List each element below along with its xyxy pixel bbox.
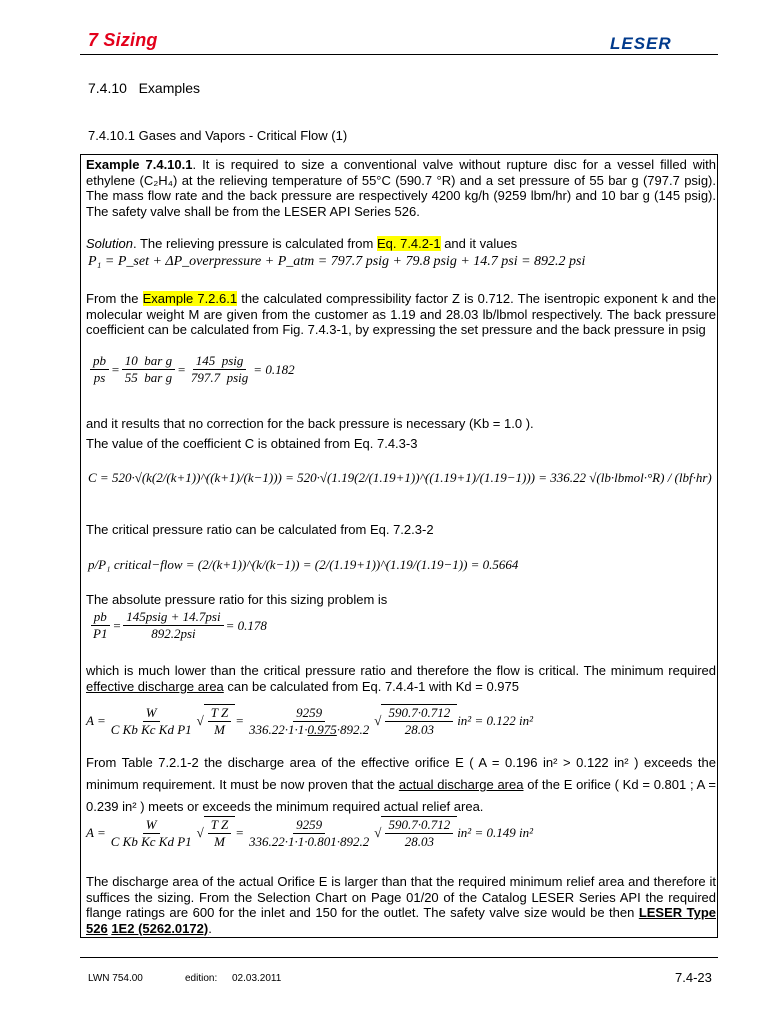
eq2-result: = 0.182	[253, 361, 295, 377]
eq5-result: = 0.178	[225, 617, 267, 633]
eq2-d1: 55 bar g	[124, 370, 173, 385]
eq-ref-link[interactable]: Eq. 7.4.2-1	[376, 236, 441, 251]
equation-effective-area: A = $\frac{W}{\text{C Kb Kc Kd P1}}$ √ $\frac{\text{T Z}}{M}$ = $\frac{9259}{336.22\cdot 1\cdot 1\cdot 0.975\cdot 892.2}$ √ $\frac{590.7\cdot 0.712}{28.03}$ in² = 0.122 in²	[86, 704, 533, 737]
valve-code-link[interactable]: 1E2 (5262.0172)	[111, 920, 209, 936]
critical-ratio-intro: The critical pressure ratio can be calculated from Eq. 7.2.3-2	[86, 522, 434, 537]
eq2-n2: 145 psig	[193, 353, 247, 370]
eq6-lhs: A =	[86, 713, 106, 728]
eq7-result: in² = 0.149 in²	[457, 825, 533, 840]
critical-flow-paragraph	[86, 663, 716, 694]
example-ref-link[interactable]: Example 7.2.6.1	[142, 291, 238, 306]
leser-logo: LESER	[610, 34, 672, 53]
eq7-d2: 336.22·1·1·0.801·892.2	[249, 833, 370, 849]
eq5-den: 892.2psi	[151, 626, 196, 641]
solution-text: . The relieving pressure is calculated from	[132, 236, 377, 251]
example-intro-text: . It is required to size a conventional valve without rupture disc for a vessel filled with ethylene (C₂H₄) at the relieving temperature of 55°C (590.7 °R) and a set pressure of 55 bar g (797.7 psig). The mass flow rate and the back pressure are respectively 4200 kg/h (9259 lbm/hr) and 10 bar g (145 psig). The safety valve shall be from the LESER API Series 526.	[86, 157, 716, 219]
leser-type-link[interactable]: LESER Type 526	[86, 905, 716, 936]
solution-tail: and it values	[440, 236, 518, 251]
chapter-title: 7 Sizing	[88, 30, 158, 50]
eq6-d2a: 336.22·1·1·	[249, 721, 308, 737]
coefficient-c-intro: The value of the coefficient C is obtained from Eq. 7.4.3-3	[86, 436, 418, 451]
para7-b: can be calculated from Eq. 7.4.4-1 with Kd = 0.975	[223, 678, 520, 694]
equation-back-pressure-ratio: $\frac{pb}{ps}$ = $\frac{\text{10 bar g}}{\text{55 bar g}}$ = $\frac{\text{145 psig}}{\text{797.7 psig}}$ = 0.182	[88, 353, 295, 386]
footer-doc-number: LWN 754.00	[88, 973, 143, 984]
equation-critical-pressure-ratio: p/P₁ critical−flow = (2/(k+1))^(k/(k−1)) = (2/(1.19+1))^(1.19/(1.19−1)) = 0.5664	[88, 557, 519, 572]
eq7-n2: 9259	[293, 817, 325, 834]
para9-a: The discharge area of the actual Orifice E is larger than that the required minimum relief area and therefore it suffices the sizing. From the Selection Chart on Page 01/20 of the Catalog LESER Series API the required flange ratings are 600 for the inlet and 150 for the outlet. The safety valve size would be then	[86, 874, 716, 921]
footer-divider	[80, 957, 718, 958]
section-title: 7.4.10 Examples	[88, 80, 201, 96]
para9-end: .	[208, 920, 212, 936]
eq7-rad-n: T Z	[208, 817, 231, 834]
compressibility-paragraph	[86, 291, 716, 338]
header-divider	[80, 54, 718, 55]
para8-a: From Table 7.2.1-2 the discharge area of the effective orifice E ( A = 0.196 in² > 0.122 in² ) exceeds the minimum requirement. It must be now proven that the	[86, 755, 716, 792]
effective-discharge-area-term: effective discharge area	[86, 678, 224, 694]
equation-coefficient-c: C = 520·√(k(2/(k+1))^((k+1)/(k−1))) = 520·√(1.19(2/(1.19+1))^((1.19+1)/(1.19−1))) = 336.22 √(lb·lbmol·°R) / (lbf·hr)	[88, 470, 712, 485]
para8-b: of the E orifice ( Kd = 0.801 ; A = 0.239 in² ) meets or exceeds the minimum required actual relief area.	[86, 777, 716, 814]
para7-a: which is much lower than the critical pressure ratio and therefore the flow is critical. The minimum required	[86, 663, 716, 678]
equation-absolute-pressure-ratio: $\frac{pb}{P1}$ = $\frac{\text{145psig + 14.7psi}}{\text{892.2psi}}$ = 0.178	[88, 609, 267, 642]
eq5-num: 145psig + 14.7psi	[123, 609, 223, 626]
eq7-n1: W	[143, 817, 160, 834]
eq6-rad-d: M	[214, 722, 225, 737]
eq7-d1: C Kb Kc Kd P1	[110, 833, 192, 849]
eq6-rad2-d: 28.03	[404, 722, 434, 737]
eq2-d2: 797.7 psig	[190, 370, 249, 385]
equation-relieving-pressure: P₁ = P_set + ΔP_overpressure + P_atm = 797.7 psig + 79.8 psig + 14.7 psi = 892.2 psi	[88, 254, 586, 269]
eq6-rad-n: T Z	[208, 705, 231, 722]
footer-edition-label: edition:	[185, 973, 218, 984]
eq6-d2b: ·892.2	[336, 721, 370, 737]
eq6-n1: W	[143, 705, 160, 722]
eq5-lhs-num: pb	[91, 609, 110, 626]
eq6-d2u: 0.975	[307, 721, 337, 737]
solution-label: Solution	[86, 236, 133, 251]
page-number: 7.4-23	[675, 970, 712, 985]
example-lead: Example 7.4.10.1	[86, 157, 193, 172]
eq7-rad-d: M	[214, 834, 225, 849]
eq5-lhs-den: P1	[93, 626, 108, 641]
eq6-d1: C Kb Kc Kd P1	[110, 721, 192, 737]
para2-a: From the	[86, 291, 143, 306]
back-pressure-conclusion: and it results that no correction for the back pressure is necessary (Kb = 1.0 ).	[86, 416, 534, 431]
orifice-paragraph	[86, 752, 716, 818]
eq2-lhs-den: ps	[93, 370, 106, 385]
eq7-rad2-d: 28.03	[404, 834, 434, 849]
eq6-rad2-n: 590.7·0.712	[385, 705, 453, 722]
eq7-rad2-n: 590.7·0.712	[385, 817, 453, 834]
actual-discharge-area-term: actual discharge area	[398, 777, 524, 792]
conclusion-paragraph	[86, 874, 716, 936]
solution-paragraph	[86, 236, 716, 252]
example-intro	[86, 157, 716, 219]
para2-b: the calculated compressibility factor Z is 0.712. The isentropic exponent k and the molecular weight M are given from the customer as 1.19 and 28.03 lb/lbmol respectively. The back pressure coefficient can be calculated from Fig. 7.4.3-1, by expressing the set pressure and the back pressure in psig	[86, 291, 716, 338]
eq7-lhs: A =	[86, 825, 106, 840]
footer-edition-date: 02.03.2011	[232, 973, 282, 984]
subsection-title: 7.4.10.1 Gases and Vapors - Critical Flow (1)	[88, 128, 348, 143]
eq6-result: in² = 0.122 in²	[457, 713, 533, 728]
eq2-n1: 10 bar g	[122, 353, 175, 370]
absolute-ratio-intro: The absolute pressure ratio for this sizing problem is	[86, 592, 388, 607]
eq6-n2: 9259	[293, 705, 325, 722]
equation-actual-area: A = $\frac{W}{\text{C Kb Kc Kd P1}}$ √ $\frac{\text{T Z}}{M}$ = $\frac{9259}{336.22\cdot 1\cdot 1\cdot 0.801\cdot 892.2}$ √ $\frac{590.7\cdot 0.712}{28.03}$ in² = 0.149 in²	[86, 816, 533, 849]
eq2-lhs-num: pb	[90, 353, 109, 370]
